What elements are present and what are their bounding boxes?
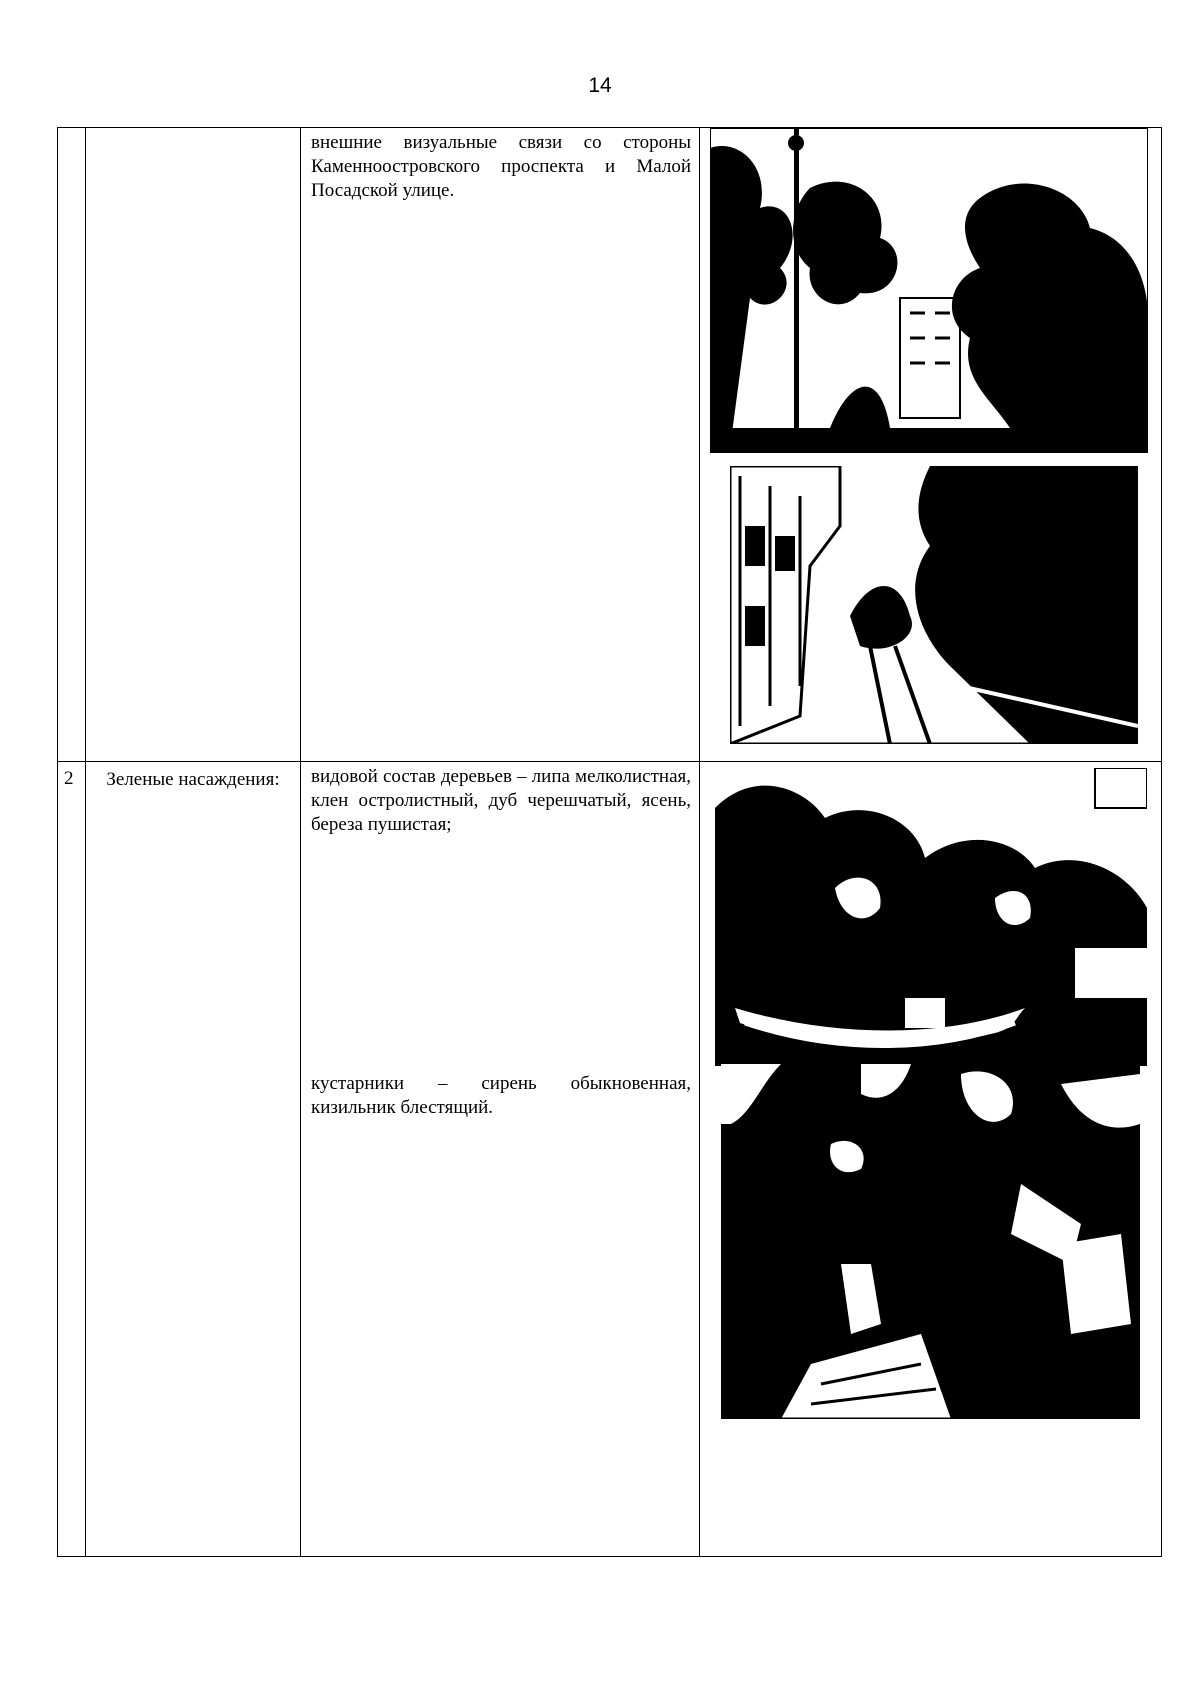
document-table [57,127,1162,1557]
row-number [58,128,85,134]
photo-street-with-building [730,466,1138,744]
photo-trees-park [715,768,1147,1066]
row-photo-cell [700,762,1162,1557]
row-description-shrubs: кустарники – сирень обыкновенная, кизильник блестящий. [311,1073,691,1118]
row-photo-cell [700,128,1162,762]
row-name: Зеленые насаждения: [106,769,280,790]
page-number: 14 [588,74,612,97]
row-name [86,128,300,134]
row-name-cell [86,128,301,762]
row-number-cell [58,762,86,1557]
photo-shrubs-path [721,1064,1140,1419]
row-name-cell [86,762,301,1557]
row-description: внешние визуальные связи со стороны Каменноостровского проспекта и Малой Посадской улице. [311,132,691,201]
row-description-trees: видовой состав деревьев – липа мелколистная, клен остролистный, дуб черешчатый, ясень, береза пушистая; [311,766,691,835]
row-description-cell [301,762,700,1557]
row-description-cell [301,128,700,762]
row-number-cell [58,128,86,762]
row-number: 2 [64,768,74,789]
table-row [58,762,1162,1557]
photo-street-trees-lamppost [710,128,1148,453]
table-row [58,128,1162,762]
